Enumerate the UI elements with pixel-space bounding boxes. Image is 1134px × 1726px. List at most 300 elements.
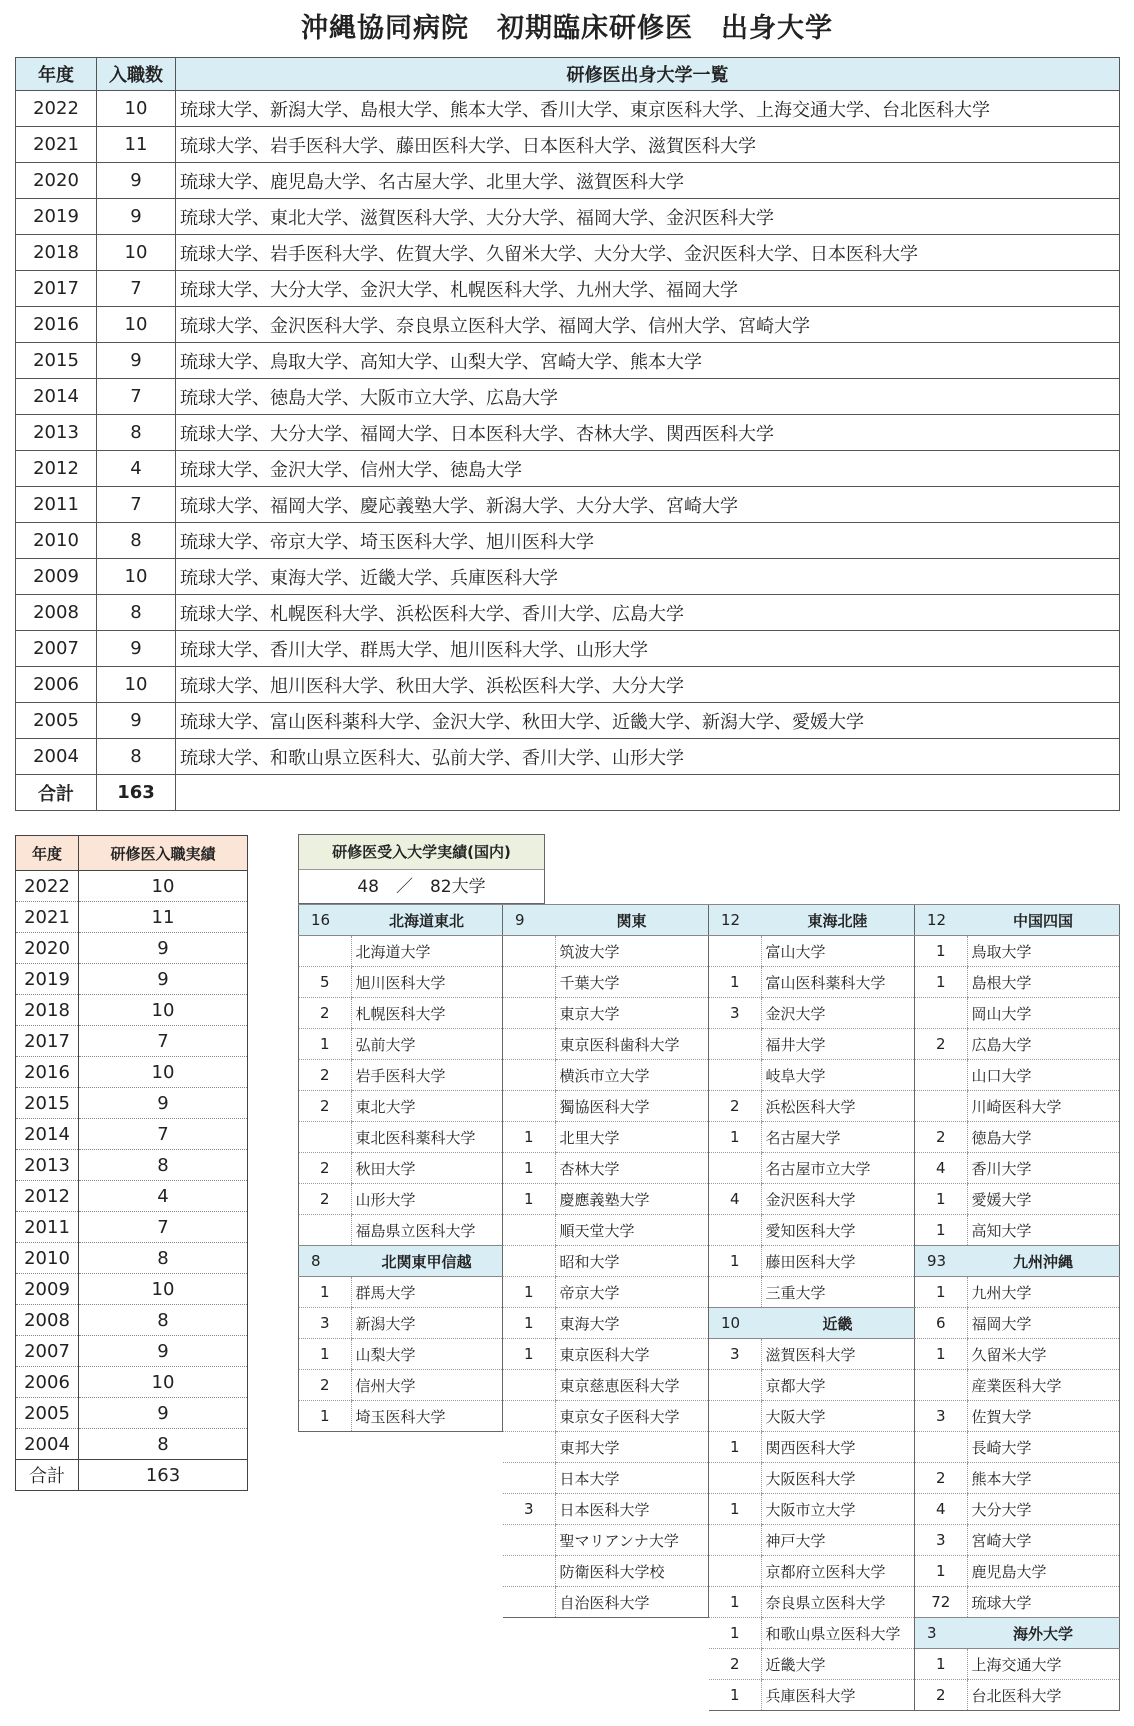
university-name: 岩手医科大学 [351,1060,503,1091]
list-item [915,1401,1120,1432]
university-name: 奈良県立医科大学 [761,1587,915,1618]
list-item [709,1153,915,1184]
university-count [709,1029,761,1060]
list-item [915,1556,1120,1587]
list-item [503,998,709,1029]
list-item [709,1184,915,1215]
university-name: 東京女子医科大学 [555,1401,709,1432]
region-column-1 [298,904,503,1432]
university-count: 1 [709,1618,761,1649]
row-count: 9 [97,199,176,235]
university-name: 北海道大学 [351,936,503,967]
list-item [299,936,503,967]
table-row [16,1150,248,1181]
list-item [709,1463,915,1494]
row-count: 7 [97,487,176,523]
region-header [915,1618,1120,1649]
row-year: 2015 [16,1088,79,1119]
table-row [16,1336,248,1367]
region-header [299,1246,503,1277]
university-name: 大分大学 [967,1494,1120,1525]
list-item [503,1308,709,1339]
list-item [709,1556,915,1587]
row-year: 2022 [16,871,79,902]
university-name: 富山医科薬科大学 [761,967,915,998]
university-name: 名古屋大学 [761,1122,915,1153]
row-year: 2009 [16,1274,79,1305]
region-total: 9 [503,905,555,936]
row-year: 2016 [16,1057,79,1088]
university-name: 名古屋市立大学 [761,1153,915,1184]
university-count: 1 [299,1339,352,1370]
row-count: 7 [79,1212,248,1243]
university-count: 2 [299,1184,352,1215]
list-item [915,1153,1120,1184]
university-count: 1 [915,1277,967,1308]
list-item [503,1463,709,1494]
row-year: 2013 [16,415,97,451]
university-name: 東北医科薬科大学 [351,1122,503,1153]
row-count: 10 [97,91,176,127]
row-universities: 琉球大学、鹿児島大学、名古屋大学、北里大学、滋賀医科大学 [176,163,1120,199]
list-item [709,1370,915,1401]
university-count: 2 [299,1370,352,1401]
table-row [16,1367,248,1398]
row-count: 9 [79,964,248,995]
list-item [915,1494,1120,1525]
university-name: 関西医科大学 [761,1432,915,1463]
row-count: 10 [79,871,248,902]
table-row [16,451,1120,487]
university-name: 佐賀大学 [967,1401,1120,1432]
university-count: 1 [709,1246,761,1277]
small-table-header [16,836,248,871]
table-row [16,199,1120,235]
university-count: 1 [503,1308,555,1339]
row-universities: 琉球大学、金沢大学、信州大学、徳島大学 [176,451,1120,487]
university-count [709,1215,761,1246]
region-name: 北関東甲信越 [351,1246,503,1277]
region-header [299,905,503,936]
table-row [16,995,248,1026]
university-name: 自治医科大学 [555,1587,709,1618]
university-count: 6 [915,1308,967,1339]
university-name: 横浜市立大学 [555,1060,709,1091]
university-name: 山形大学 [351,1184,503,1215]
university-name: 福井大学 [761,1029,915,1060]
page-title: 沖縄協同病院 初期臨床研修医 出身大学 [301,13,833,44]
university-count [709,1370,761,1401]
university-count [709,1401,761,1432]
list-item [709,1525,915,1556]
university-name: 近畿大学 [761,1649,915,1680]
university-name: 山口大学 [967,1060,1120,1091]
university-count: 1 [709,1122,761,1153]
university-name: 東京慈恵医科大学 [555,1370,709,1401]
university-name: 広島大学 [967,1029,1120,1060]
list-item [299,1308,503,1339]
row-count: 7 [97,379,176,415]
university-count: 1 [915,1556,967,1587]
list-item [915,1649,1120,1680]
university-name: 島根大学 [967,967,1120,998]
university-name: 北里大学 [555,1122,709,1153]
list-item [299,1401,503,1432]
university-name: 新潟大学 [351,1308,503,1339]
row-count: 9 [97,343,176,379]
university-count [503,1463,555,1494]
row-universities: 琉球大学、東北大学、滋賀医科大学、大分大学、福岡大学、金沢医科大学 [176,199,1120,235]
row-universities: 琉球大学、金沢医科大学、奈良県立医科大学、福岡大学、信州大学、宮崎大学 [176,307,1120,343]
university-count: 3 [915,1401,967,1432]
small-header-count: 研修医入職実績 [79,836,248,871]
row-year: 2021 [16,902,79,933]
row-count: 7 [79,1119,248,1150]
university-name: 岡山大学 [967,998,1120,1029]
university-count [503,1246,555,1277]
row-universities: 琉球大学、和歌山県立医科大、弘前大学、香川大学、山形大学 [176,739,1120,775]
university-count: 3 [299,1308,352,1339]
row-year: 2004 [16,739,97,775]
list-item [503,1029,709,1060]
table-row [16,1119,248,1150]
university-name: 群馬大学 [351,1277,503,1308]
row-year: 2010 [16,1243,79,1274]
table-row [16,1212,248,1243]
university-count: 1 [709,1587,761,1618]
university-count: 1 [299,1401,352,1432]
university-count: 2 [709,1649,761,1680]
region-total: 10 [709,1308,761,1339]
header-year: 年度 [16,58,97,91]
row-count: 11 [79,902,248,933]
list-item [915,1184,1120,1215]
row-count: 4 [79,1181,248,1212]
list-item [299,1184,503,1215]
university-name: 鳥取大学 [967,936,1120,967]
university-name: 日本医科大学 [555,1494,709,1525]
university-count [503,1587,555,1618]
row-count: 9 [79,1398,248,1429]
table-row [16,1274,248,1305]
list-item [503,1370,709,1401]
table-row [16,1243,248,1274]
row-count: 10 [79,1274,248,1305]
university-count: 2 [915,1463,967,1494]
total-value: 163 [97,775,176,811]
university-count: 4 [915,1494,967,1525]
university-name: 山梨大学 [351,1339,503,1370]
list-item [503,1556,709,1587]
university-name: 信州大学 [351,1370,503,1401]
list-item [503,1401,709,1432]
university-count [709,1525,761,1556]
list-item [915,1432,1120,1463]
university-count [709,1060,761,1091]
row-year: 2006 [16,667,97,703]
university-name: 金沢医科大学 [761,1184,915,1215]
region-header [915,1246,1120,1277]
university-name: 東京医科歯科大学 [555,1029,709,1060]
row-count: 9 [97,703,176,739]
row-count: 9 [97,163,176,199]
university-name: 札幌医科大学 [351,998,503,1029]
list-item [299,1060,503,1091]
university-count [503,1370,555,1401]
list-item [709,967,915,998]
row-year: 2009 [16,559,97,595]
university-name: 日本大学 [555,1463,709,1494]
list-item [503,1246,709,1277]
row-count: 9 [79,1336,248,1367]
university-count [503,998,555,1029]
list-item [503,1525,709,1556]
region-name: 東海北陸 [761,905,915,936]
university-name: 防衛医科大学校 [555,1556,709,1587]
university-count: 2 [299,1060,352,1091]
list-item [709,1680,915,1711]
table-row [16,1026,248,1057]
list-item [709,1091,915,1122]
university-count: 72 [915,1587,967,1618]
region-header [915,905,1120,936]
university-count: 4 [915,1153,967,1184]
list-item [709,998,915,1029]
list-item [299,1029,503,1060]
table-row [16,559,1120,595]
university-count: 1 [503,1277,555,1308]
university-count: 2 [915,1029,967,1060]
row-universities: 琉球大学、福岡大学、慶応義塾大学、新潟大学、大分大学、宮崎大学 [176,487,1120,523]
table-row [16,487,1120,523]
row-year: 2005 [16,1398,79,1429]
list-item [709,1432,915,1463]
table-row [16,379,1120,415]
row-count: 8 [79,1150,248,1181]
row-year: 2006 [16,1367,79,1398]
region-name: 九州沖縄 [967,1246,1120,1277]
university-name: 獨協医科大学 [555,1091,709,1122]
row-universities: 琉球大学、旭川医科大学、秋田大学、浜松医科大学、大分大学 [176,667,1120,703]
table-row [16,703,1120,739]
row-count: 8 [79,1305,248,1336]
small-header-year: 年度 [16,836,79,871]
table-row [16,739,1120,775]
university-name: 鹿児島大学 [967,1556,1120,1587]
list-item [915,1525,1120,1556]
university-count [503,936,555,967]
table-row [16,902,248,933]
university-name: 杏林大学 [555,1153,709,1184]
region-total: 16 [299,905,352,936]
table-row [16,595,1120,631]
university-count: 1 [709,1680,761,1711]
summary-count: 48 ／ 82大学 [357,877,486,897]
list-item [915,1339,1120,1370]
university-name: 台北医科大学 [967,1680,1120,1711]
university-name: 順天堂大学 [555,1215,709,1246]
list-item [709,1339,915,1370]
row-year: 2013 [16,1150,79,1181]
region-total: 12 [915,905,967,936]
row-universities: 琉球大学、新潟大学、島根大学、熊本大学、香川大学、東京医科大学、上海交通大学、台北医科大学 [176,91,1120,127]
university-count [299,1215,352,1246]
row-universities: 琉球大学、香川大学、群馬大学、旭川医科大学、山形大学 [176,631,1120,667]
university-count [503,1525,555,1556]
university-name: 大阪市立大学 [761,1494,915,1525]
university-count [915,998,967,1029]
region-name: 近畿 [761,1308,915,1339]
university-name: 千葉大学 [555,967,709,998]
total-label: 合計 [16,775,97,811]
list-item [503,967,709,998]
region-name: 海外大学 [967,1618,1120,1649]
hiring-record-table [15,835,248,1491]
university-name: 愛媛大学 [967,1184,1120,1215]
university-name: 琉球大学 [967,1587,1120,1618]
row-year: 2019 [16,199,97,235]
region-column-4 [915,904,1120,1711]
main-table-header [16,58,1120,91]
region-name: 中国四国 [967,905,1120,936]
list-item [503,1122,709,1153]
university-name: 宮崎大学 [967,1525,1120,1556]
university-name: 東邦大学 [555,1432,709,1463]
university-count [503,1401,555,1432]
table-row [16,307,1120,343]
list-item [299,998,503,1029]
row-year: 2004 [16,1429,79,1460]
row-universities: 琉球大学、富山医科薬科大学、金沢大学、秋田大学、近畿大学、新潟大学、愛媛大学 [176,703,1120,739]
total-empty-cell [176,775,1120,811]
university-name: 帝京大学 [555,1277,709,1308]
table-row [16,91,1120,127]
row-count: 10 [97,559,176,595]
list-item [709,1277,915,1308]
row-year: 2016 [16,307,97,343]
university-count [503,1215,555,1246]
region-name: 関東 [555,905,709,936]
row-year: 2018 [16,235,97,271]
list-item [299,1370,503,1401]
university-count: 5 [299,967,352,998]
summary-title: 研修医受入大学実績(国内) [299,835,544,870]
summary-box [298,834,545,904]
list-item [915,1215,1120,1246]
region-total: 8 [299,1246,352,1277]
row-count: 4 [97,451,176,487]
university-count [915,1091,967,1122]
list-item [915,967,1120,998]
list-item [915,1370,1120,1401]
region-name: 北海道東北 [351,905,503,936]
row-count: 9 [79,933,248,964]
table-row [16,964,248,995]
university-count: 1 [299,1029,352,1060]
university-name: 熊本大学 [967,1463,1120,1494]
row-universities: 琉球大学、岩手医科大学、藤田医科大学、日本医科大学、滋賀医科大学 [176,127,1120,163]
row-year: 2007 [16,631,97,667]
row-year: 2011 [16,487,97,523]
row-year: 2020 [16,163,97,199]
university-name: 岐阜大学 [761,1060,915,1091]
row-count: 10 [97,667,176,703]
list-item [299,1122,503,1153]
university-name: 大阪医科大学 [761,1463,915,1494]
region-column-2 [503,904,709,1618]
region-header [709,1308,915,1339]
row-year: 2022 [16,91,97,127]
small-total-label: 合計 [16,1460,79,1491]
table-row [16,235,1120,271]
university-name: 徳島大学 [967,1122,1120,1153]
row-year: 2005 [16,703,97,739]
row-count: 8 [97,595,176,631]
university-name: 香川大学 [967,1153,1120,1184]
university-count [503,967,555,998]
university-count: 1 [299,1277,352,1308]
list-item [299,1277,503,1308]
university-count [299,1122,352,1153]
university-count [709,1463,761,1494]
list-item [709,1587,915,1618]
list-item [915,1029,1120,1060]
table-row [16,667,1120,703]
list-item [915,1060,1120,1091]
table-row [16,163,1120,199]
university-name: 福島県立医科大学 [351,1215,503,1246]
university-name: 三重大学 [761,1277,915,1308]
row-count: 10 [97,307,176,343]
row-count: 8 [97,523,176,559]
row-count: 9 [97,631,176,667]
list-item [709,1060,915,1091]
row-year: 2011 [16,1212,79,1243]
university-name: 高知大学 [967,1215,1120,1246]
table-row [16,1305,248,1336]
university-count [503,1091,555,1122]
list-item [915,1122,1120,1153]
row-count: 7 [79,1026,248,1057]
university-name: 神戸大学 [761,1525,915,1556]
header-count: 入職数 [97,58,176,91]
row-count: 7 [97,271,176,307]
university-count: 2 [299,1153,352,1184]
university-count: 1 [915,967,967,998]
university-count [503,1556,555,1587]
university-name: 富山大学 [761,936,915,967]
table-row [16,1398,248,1429]
university-count: 2 [915,1680,967,1711]
row-count: 8 [97,415,176,451]
university-count: 1 [503,1122,555,1153]
university-count: 2 [299,998,352,1029]
university-count: 2 [915,1122,967,1153]
list-item [915,1091,1120,1122]
university-count [503,1029,555,1060]
row-year: 2017 [16,1026,79,1057]
list-item [709,1122,915,1153]
university-name: 長崎大学 [967,1432,1120,1463]
university-name: 京都府立医科大学 [761,1556,915,1587]
university-count [503,1060,555,1091]
table-row [16,523,1120,559]
university-count [709,1556,761,1587]
table-row [16,1088,248,1119]
university-name: 浜松医科大学 [761,1091,915,1122]
university-count: 4 [709,1184,761,1215]
list-item [915,1277,1120,1308]
